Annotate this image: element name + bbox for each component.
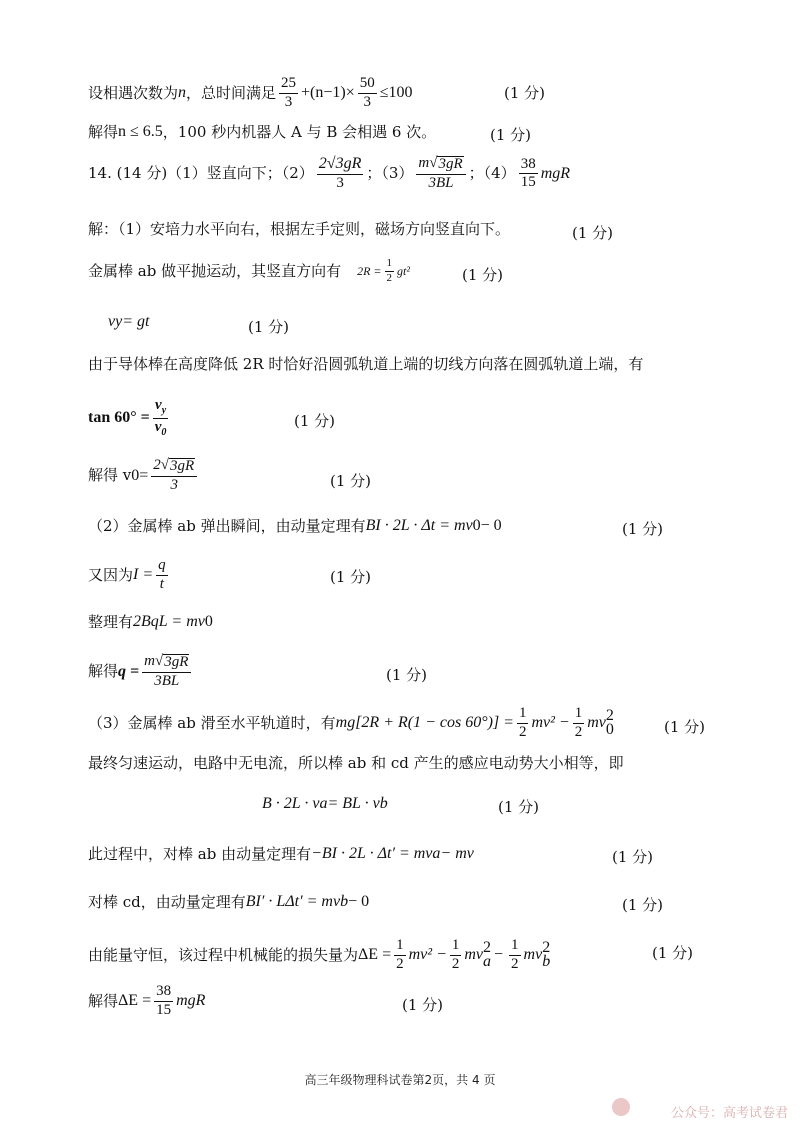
math: BI · 2L · Δt = mv xyxy=(365,517,473,534)
num: 1 xyxy=(450,938,462,956)
text: 又因为 xyxy=(88,565,134,584)
math: −BI · 2L · Δt′ = mv xyxy=(311,845,433,862)
text: （2）金属棒 ab 弹出瞬间，由动量定理有 xyxy=(88,516,366,535)
math: gt² xyxy=(397,264,410,279)
score: (1 分) xyxy=(652,944,694,962)
math: 2R = xyxy=(357,264,382,279)
subscript: 0 xyxy=(131,466,140,484)
score: (1 分) xyxy=(386,666,428,684)
text: 整理有 xyxy=(88,612,134,631)
math: mv xyxy=(523,946,543,964)
num: 1 xyxy=(517,706,529,724)
score: (1 分) xyxy=(490,126,532,144)
score: (1 分) xyxy=(622,896,664,914)
line-15 xyxy=(88,756,750,771)
line-2 xyxy=(88,124,750,140)
subscript: 0 xyxy=(204,613,213,630)
math: ΔE = xyxy=(118,992,152,1010)
page-footer: 高三年级物理科试卷第2页，共 4 页 xyxy=(304,1073,496,1087)
num: 38 xyxy=(519,157,538,175)
num: 1 xyxy=(394,938,406,956)
text: ，100 秒内机器人 A 与 B 会相遇 6 次。 xyxy=(162,122,437,141)
text: 最终匀速运动，电路中无电流，所以棒 ab 和 cd 产生的感应电动势大小相等，即 xyxy=(88,754,624,772)
m: m xyxy=(144,653,155,669)
subscript: b xyxy=(542,953,551,971)
fraction xyxy=(385,258,395,284)
math: 2BqL = mv xyxy=(133,613,205,630)
watermark: 公众号：高考试卷君 xyxy=(670,1106,788,1121)
den: 15 xyxy=(520,174,536,191)
math: q = xyxy=(118,662,140,680)
num: 1 xyxy=(509,938,521,956)
watermark-logo-icon xyxy=(612,1098,630,1116)
text: 由于导体棒在高度降低 2R 时恰好沿圆弧轨道上端的切线方向落在圆弧轨道上端，有 xyxy=(88,355,644,373)
text: 解得 v xyxy=(88,466,132,485)
text: 金属棒 ab 做平抛运动，其竖直方向有 xyxy=(88,261,342,280)
den: 2 xyxy=(396,955,404,972)
fraction xyxy=(154,984,173,1019)
num: 50 xyxy=(358,76,377,94)
math: mv xyxy=(587,714,606,732)
fraction xyxy=(317,156,364,192)
line-19: 由能量守恒，该过程中机械能的损失量为 ΔE = $\frac{1}{2}$ mv² − $\frac{1}{2}$ mv 2 a − $\frac{1}{2}$ mv 2 b xyxy=(88,937,551,972)
den: 2 xyxy=(574,723,583,740)
math: ≤100 xyxy=(379,84,413,102)
math: ΔE = xyxy=(358,946,392,964)
math: = BL · v xyxy=(327,795,380,812)
math: − 0 xyxy=(348,893,370,910)
radicand: 3gR xyxy=(164,654,189,670)
score: (1 分) xyxy=(330,568,372,586)
m: m xyxy=(418,155,430,172)
text: 此过程中，对棒 ab 由动量定理有 xyxy=(88,844,312,863)
line-4 xyxy=(88,222,750,237)
num: 1 xyxy=(573,706,585,724)
superscript: 2 xyxy=(483,938,492,956)
num: 25 xyxy=(279,76,298,94)
den: 3BL xyxy=(154,672,180,689)
math: +(n−1)× xyxy=(301,84,355,102)
line-11 xyxy=(88,558,750,593)
text: 对棒 cd，由动量定理有 xyxy=(88,892,246,911)
score: (1 分) xyxy=(612,848,654,866)
fraction xyxy=(153,398,169,438)
fraction xyxy=(358,76,377,111)
math: = xyxy=(139,466,149,484)
score: (1 分) xyxy=(330,472,372,490)
line-8 xyxy=(88,398,750,438)
superscript: 2 xyxy=(605,706,614,724)
den: 3 xyxy=(284,93,293,110)
score: (1 分) xyxy=(504,84,546,102)
num: 2√3gR xyxy=(317,156,364,175)
fraction xyxy=(509,938,521,973)
line-6 xyxy=(108,314,750,330)
line-9 xyxy=(88,458,750,494)
den: 2 xyxy=(451,955,460,972)
num: 1 xyxy=(385,258,395,272)
text: 解：（1）安培力水平向右，根据左手定则，磁场方向竖直向下。 xyxy=(88,220,511,238)
math: mgR xyxy=(176,992,206,1010)
math: mv² − xyxy=(408,946,447,964)
score: (1 分) xyxy=(664,718,706,736)
radicand: 3gR xyxy=(170,458,195,474)
math: tan 60° = xyxy=(88,409,150,426)
line-14 xyxy=(88,706,750,741)
den: v xyxy=(154,418,162,435)
den: 3BL xyxy=(428,174,454,191)
score: (1 分) xyxy=(622,520,664,538)
den: 2 xyxy=(386,271,393,284)
line-1 xyxy=(88,76,750,111)
score: (1 分) xyxy=(248,318,290,336)
subscript: b xyxy=(379,795,388,812)
num: v xyxy=(155,397,162,413)
score: (1 分) xyxy=(572,224,614,242)
fraction xyxy=(573,706,585,741)
math: B · 2L · v xyxy=(262,795,320,812)
fraction: m √ 3gR 3BL xyxy=(142,654,191,690)
fraction: m √ 3gR 3BL xyxy=(416,156,465,192)
subscript: 0 xyxy=(605,721,614,739)
math: mgR xyxy=(540,164,571,182)
den: t xyxy=(159,575,164,592)
score: (1 分) xyxy=(462,266,504,284)
num: q xyxy=(156,558,168,576)
den: 2 xyxy=(511,955,519,972)
math: I = xyxy=(133,566,154,584)
math: = gt xyxy=(122,313,150,330)
math: v xyxy=(108,313,116,330)
fraction xyxy=(517,706,529,741)
line-12 xyxy=(88,614,750,630)
math: mv xyxy=(464,946,484,964)
subscript: y xyxy=(115,313,123,330)
score: (1 分) xyxy=(294,412,336,430)
superscript: 2 xyxy=(542,938,551,956)
den: 3 xyxy=(363,93,372,110)
subscript: b xyxy=(340,893,349,910)
math: − 0 xyxy=(480,517,502,534)
subscript: 0 xyxy=(472,517,481,534)
text: 解得 xyxy=(88,991,119,1010)
math: n ≤ 6.5 xyxy=(118,123,163,140)
text: 解得 xyxy=(88,122,119,141)
text: （3）金属棒 ab 滑至水平轨道时，有 xyxy=(88,713,336,732)
den: 15 xyxy=(156,1001,172,1018)
var-n: n xyxy=(178,84,187,102)
text: ；（4） xyxy=(468,164,516,183)
fraction xyxy=(519,157,538,192)
math: − mv xyxy=(440,845,474,862)
fraction: 2 √ 3gR 3 xyxy=(151,458,197,494)
subscript: a xyxy=(432,845,441,862)
text: ；（3） xyxy=(366,164,414,183)
line-7 xyxy=(88,357,750,372)
fraction xyxy=(450,938,462,973)
subscript: 0 xyxy=(161,426,167,438)
math: mv² − xyxy=(531,714,570,732)
line-3 xyxy=(88,156,750,192)
text: 由能量守恒，该过程中机械能的损失量为 xyxy=(88,945,359,964)
subscript: a xyxy=(483,953,492,971)
subscript: y xyxy=(161,405,167,416)
num: 38 xyxy=(154,984,173,1002)
subscript: a xyxy=(319,795,328,812)
fraction xyxy=(156,558,168,593)
den: 2 xyxy=(518,723,527,740)
line-5 xyxy=(88,258,750,284)
fraction xyxy=(394,938,406,973)
text: 设相遇次数为 xyxy=(88,83,179,102)
score: (1 分) xyxy=(498,798,540,816)
text: ，总时间满足 xyxy=(186,83,277,102)
fraction xyxy=(279,76,298,111)
text: 14. (14 分)（1）竖直向下；（2） xyxy=(88,164,314,183)
den: 3 xyxy=(170,476,178,493)
den: 3 xyxy=(336,174,344,191)
math: BI′ · LΔt′ = mv xyxy=(245,893,341,910)
text: 解得 xyxy=(88,662,119,681)
score: (1 分) xyxy=(402,996,444,1014)
radicand: 3gR xyxy=(438,156,463,173)
math: mg[2R + R(1 − cos 60°)] = xyxy=(335,714,514,732)
